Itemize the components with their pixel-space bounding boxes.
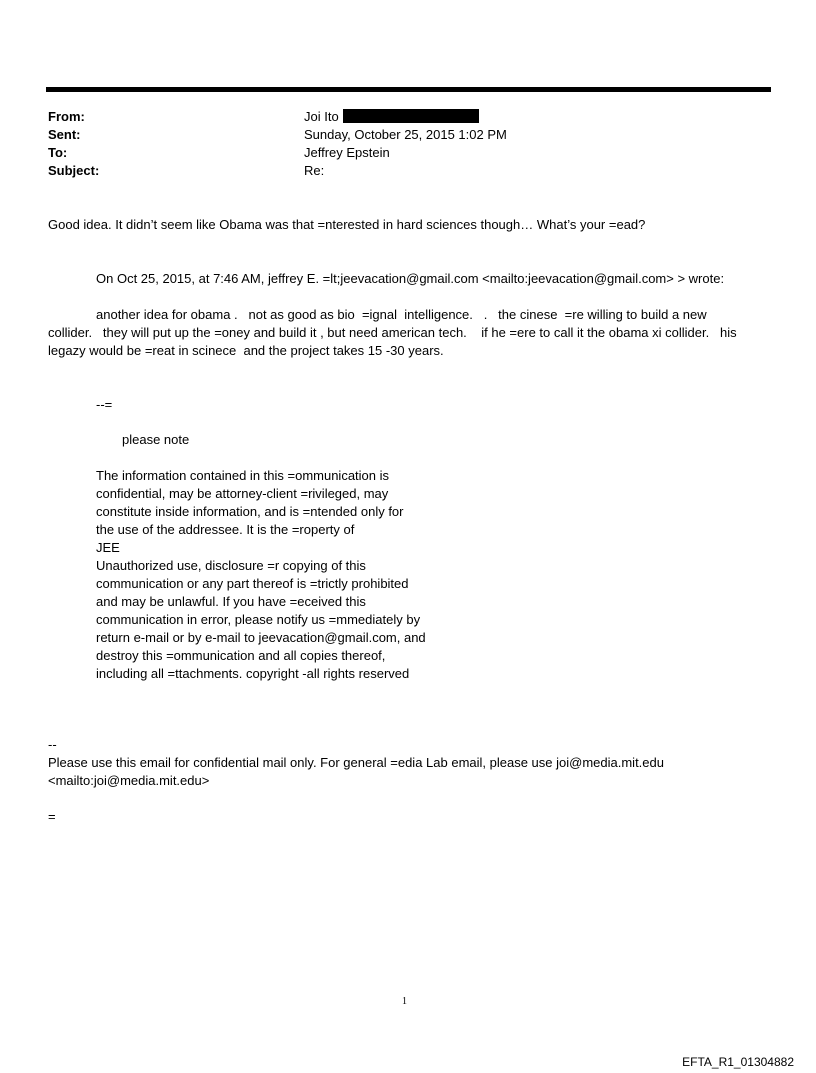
disclaimer-line: Unauthorized use, disclosure =r copying of this	[96, 558, 366, 573]
signature-dash: --=	[96, 397, 113, 412]
subject-label: Subject:	[48, 163, 100, 178]
please-note: please note	[122, 432, 190, 447]
reply-text: Good idea. It didn’t seem like Obama was that =nterested in hard sciences though… What’s your =ead?	[48, 217, 646, 232]
disclaimer-line: the use of the addressee. It is the =roperty of	[96, 522, 355, 537]
sent-row	[48, 126, 507, 144]
document-id: EFTA_R1_01304882	[682, 1055, 794, 1069]
quote-line: legazy would be =reat in scinece and the project takes 15 -30 years.	[48, 343, 444, 358]
subject-row	[48, 162, 325, 180]
footer-dash: --	[48, 737, 57, 752]
to-value: Jeffrey Epstein	[304, 145, 390, 160]
trailing-equals: =	[48, 809, 56, 824]
to-row	[48, 144, 390, 162]
page-number: 1	[402, 996, 407, 1007]
from-name: Joi Ito	[304, 109, 339, 124]
disclaimer-line: return e-mail or by e-mail to jeevacation@gmail.com, and	[96, 630, 426, 645]
quote-intro: On Oct 25, 2015, at 7:46 AM, jeffrey E. =lt;jeevacation@gmail.com <mailto:jeevacation@gmail.com> > wrote:	[96, 271, 725, 286]
from-row	[48, 108, 339, 126]
from-label: From:	[48, 109, 85, 124]
disclaimer-line: and may be unlawful. If you have =eceived this	[96, 594, 366, 609]
disclaimer-line: including all =ttachments. copyright -all rights reserved	[96, 666, 410, 681]
sent-value: Sunday, October 25, 2015 1:02 PM	[304, 127, 507, 142]
header-rule	[46, 87, 771, 92]
disclaimer-line: communication in error, please notify us =mmediately by	[96, 612, 421, 627]
disclaimer-line: destroy this =ommunication and all copies thereof,	[96, 648, 386, 663]
disclaimer-line: confidential, may be attorney-client =rivileged, may	[96, 486, 389, 501]
to-label: To:	[48, 145, 68, 160]
disclaimer-line: communication or any part thereof is =trictly prohibited	[96, 576, 409, 591]
footer-line: <mailto:joi@media.mit.edu>	[48, 773, 210, 788]
disclaimer-line: constitute inside information, and is =ntended only for	[96, 504, 404, 519]
from-value	[304, 108, 479, 126]
disclaimer-line: JEE	[96, 540, 120, 555]
subject-value: Re:	[304, 163, 325, 178]
quote-line: collider. they will put up the =oney and build it , but need american tech. if he =ere to call it the obama xi collider. his	[48, 325, 737, 340]
sent-label: Sent:	[48, 127, 81, 142]
disclaimer-line: The information contained in this =ommunication is	[96, 468, 390, 483]
footer-line: Please use this email for confidential mail only. For general =edia Lab email, please use joi@media.mit.edu	[48, 755, 664, 770]
redaction-block	[343, 109, 479, 123]
quote-line: another idea for obama . not as good as bio =ignal intelligence. . the cinese =re willing to build a new	[96, 307, 707, 322]
